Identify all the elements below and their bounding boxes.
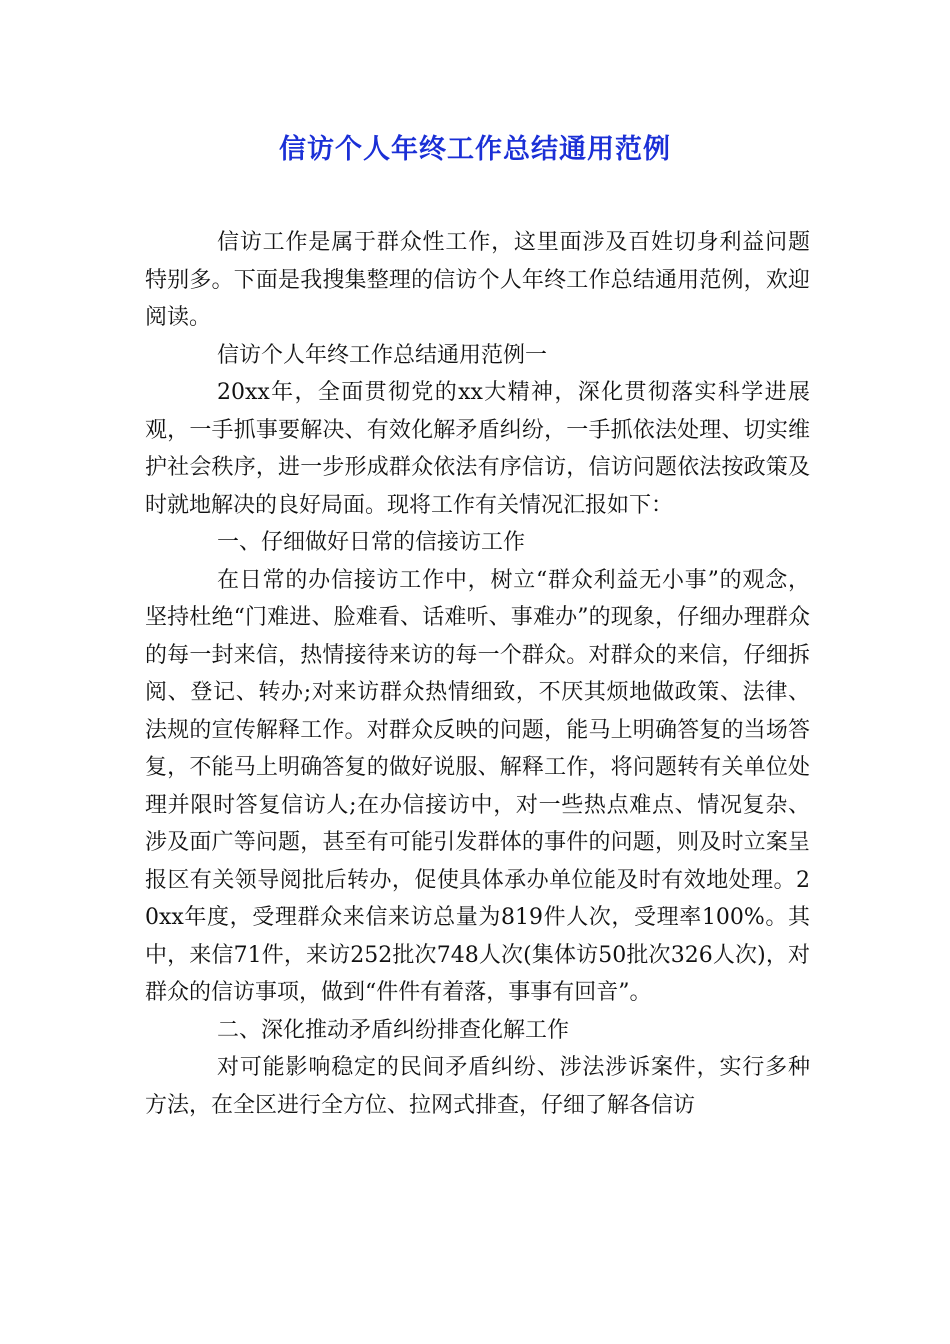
paragraph-subtitle: 信访个人年终工作总结通用范例一 — [217, 342, 548, 368]
paragraph-section-2: 对可能影响稳定的民间矛盾纠纷、涉法涉诉案件，实行多种方法，在全区进行全方位、拉网式排查，仔细了解各信访 — [145, 1055, 810, 1118]
paragraph-intro: 信访工作是属于群众性工作，这里面涉及百姓切身利益问题特别多。下面是我搜集整理的信访个人年终工作总结通用范例，欢迎阅读。 — [145, 230, 810, 330]
document-body — [145, 224, 810, 1124]
section-heading-2: 二、深化推动矛盾纠纷排查化解工作 — [217, 1017, 570, 1043]
paragraph-section-1: 在日常的办信接访工作中，树立“群众利益无小事”的观念，坚持杜绝“门难进、脸难看、话难听、事难办”的现象，仔细办理群众的每一封来信，热情接待来访的每一个群众。对群众的来信，仔细拆阅、登记、转办;对来访群众热情细致，不厌其烦地做政策、法律、法规的宣传解释工作。对群众反映的问题，能马上明确答复的当场答复，不能马上明确答复的做好说服、解释工作，将问题转有关单位处理并限时答复信访人;在办信接访中，对一些热点难点、情况复杂、涉及面广等问题，甚至有可能引发群体的事件的问题，则及时立案呈报区有关领导阅批后转办，促使具体承办单位能及时有效地处理。20xx年度，受理群众来信来访总量为819件人次，受理率100%。其中，来信71件，来访252批次748人次(集体访50批次326人次)，对群众的信访事项，做到“件件有着落，事事有回音”。 — [145, 567, 810, 1005]
paragraph-overview: 20xx年，全面贯彻党的xx大精神，深化贯彻落实科学进展观，一手抓事要解决、有效化解矛盾纠纷，一手抓依法处理、切实维护社会秩序，进一步形成群众依法有序信访，信访问题依法按政策及时就地解决的良好局面。现将工作有关情况汇报如下： — [145, 380, 810, 518]
section-heading-1: 一、仔细做好日常的信接访工作 — [217, 530, 526, 555]
document-title: 信访个人年终工作总结通用范例 — [279, 134, 671, 165]
